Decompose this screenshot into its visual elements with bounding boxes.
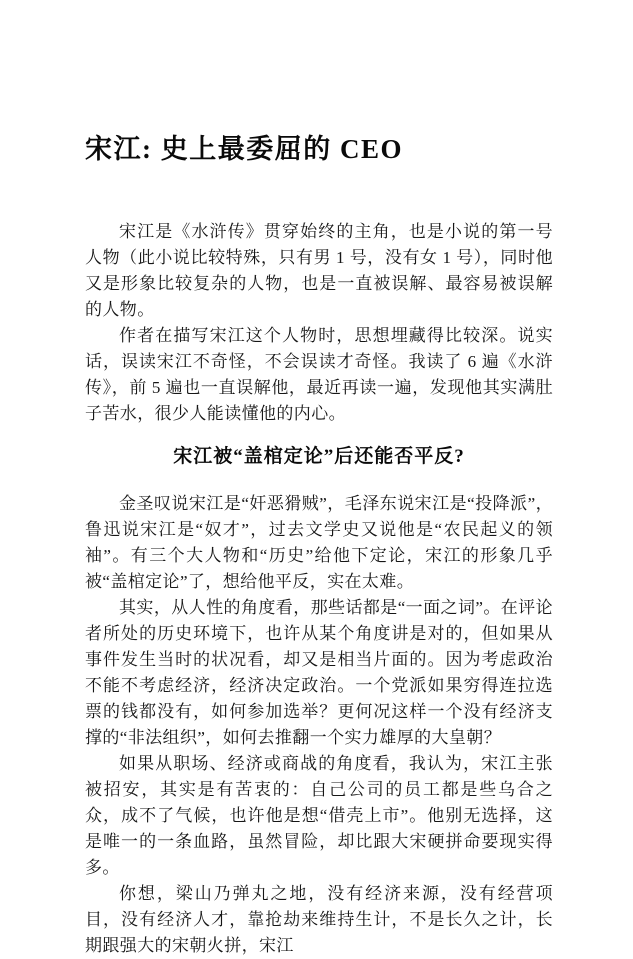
section-paragraph-2: 其实，从人性的角度看，那些话都是“一面之词”。在评论者所处的历史环境下，也许从某个角度讲是对的，但如果从事件发生当时的状况看，却又是相当片面的。因为考虑政治不能不考虑经济，经济决定政治。一个党派如果穷得连拉选票的钱都没有，如何参加选举？更何况这样一个没有经济支撑的“非法组织”，如何去推翻一个实力雄厚的大皇朝？ — [85, 598, 553, 747]
intro-paragraph-2: 作者在描写宋江这个人物时，思想埋藏得比较深。说实话，误读宋江不奇怪，不会误读才奇怪。我读了 6 遍《水浒传》，前 5 遍也一直误解他，最近再读一遍，发现他其实满肚子苦水，很少人能读懂他的内心。 — [85, 326, 553, 423]
section-heading: 宋江被“盖棺定论”后还能否平反? — [173, 446, 465, 467]
section-paragraph-4-truncated: 你想，梁山乃弹丸之地，没有经济来源，没有经营项目，没有经济人才，靠抢劫来维持生计，不是长久之计，长期跟强大的宋朝火拼，宋江 — [85, 884, 553, 955]
intro-paragraph-1: 宋江是《水浒传》贯穿始终的主角，也是小说的第一号人物（此小说比较特殊，只有男 1 号，没有女 1 号），同时他又是形象比较复杂的人物，也是一直被误解、最容易被误解的人物。 — [85, 222, 553, 319]
section-paragraph-1: 金圣叹说宋江是“奸恶猾贼”，毛泽东说宋江是“投降派”，鲁迅说宋江是“奴才”，过去文学史又说他是“农民起义的领袖”。有三个大人物和“历史”给他下定论，宋江的形象几乎被“盖棺定论”了，想给他平反，实在太难。 — [85, 494, 553, 591]
chapter-title: 宋江: 史上最委屈的 CEO — [85, 134, 403, 164]
section-paragraph-3: 如果从职场、经济或商战的角度看，我认为，宋江主张被招安，其实是有苦衷的：自己公司的员工都是些乌合之众，成不了气候，也许他是想“借壳上市”。他别无选择，这是唯一的一条血路，虽然冒险，却比跟大宋硬拼命要现实得多。 — [85, 754, 553, 877]
